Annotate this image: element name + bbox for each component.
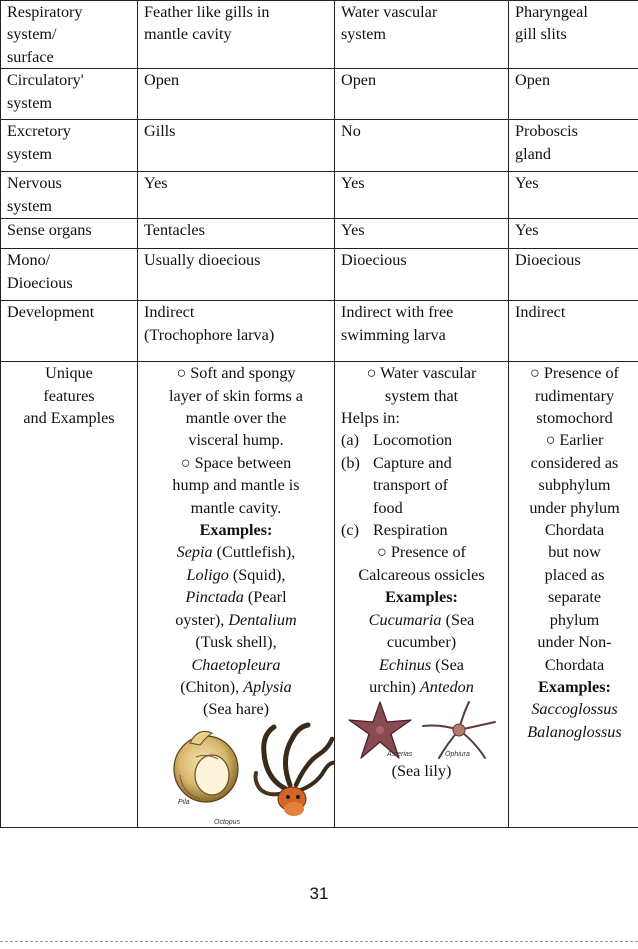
example-line [144,676,328,698]
cell-line: gill slits [515,25,567,44]
list-text: Locomotion [373,431,453,450]
example-line [341,654,502,676]
hemichordata-unique-features [509,362,638,828]
mollusca-excretory: Gills [138,120,335,172]
label-unique-features [1,362,138,828]
row-sexuality [1,249,638,301]
common-name: oyster), [175,610,229,629]
label-line: Dioecious [7,273,73,292]
text-line: ○ Space between [180,453,292,472]
examples-heading: Examples: [199,521,273,540]
row-nervous [1,172,638,219]
echinodermata-sexuality: Dioecious [335,249,509,301]
function-item [341,429,502,451]
common-name: (Sea [431,655,464,674]
mollusca-nervous: Yes [138,172,335,219]
text-line: under phylum [529,498,620,517]
label-line: surface [7,47,54,66]
common-name: urchin) [369,677,420,696]
hemichordata-respiratory [509,1,638,69]
text-line: system that [384,386,459,405]
row-sense-organs [1,219,638,249]
example-line [144,698,328,720]
text-line: ○ Presence of [530,364,619,383]
ophiura-label: Ophiura [445,751,470,759]
text-line: under Non- [537,633,612,652]
cell-line: Proboscis [515,122,578,141]
genus-name: Sepia [176,543,213,562]
cell-line: Indirect [144,303,195,322]
label-line: features [43,386,95,405]
page-bottom-rule [0,941,638,942]
text-line: mantle over the [185,409,287,428]
text-line: food [373,498,403,517]
example-line [144,541,328,563]
genus-name: Pinctada [185,588,244,607]
genus-name: Aplysia [243,677,292,696]
octopus-label: Octopus [214,818,241,826]
hemichordata-sense-organs: Yes [509,219,638,249]
examples-heading: Examples: [385,588,458,607]
genus-name: Cucumaria [368,610,442,629]
examples-heading: Examples: [538,677,611,696]
function-item [341,452,502,519]
hemichordata-nervous: Yes [509,172,638,219]
common-name: (Sea hare) [202,700,270,719]
text-line: stomochord [536,409,613,428]
common-name: (Cuttlefish), [212,543,296,562]
feature-point [515,362,634,429]
genus-name: Echinus [379,655,432,674]
echinodermata-nervous: Yes [335,172,509,219]
example-line: Balanoglossus [527,722,622,741]
example-line [341,676,502,698]
label-line: Mono/ [7,251,51,270]
example-line: Saccoglossus [531,700,618,719]
common-name: cucumber) [386,633,457,652]
cell-line: system [341,25,386,44]
common-name: (Pearl [243,588,287,607]
text-line: but now [548,543,601,562]
text-line: ○ Water vascular [366,364,477,383]
text-line: Capture and [373,453,452,472]
example-line [341,609,502,631]
cell-line: mantle cavity [144,25,232,44]
label-line: Circulatory' [7,71,84,90]
text-line: placed as [544,565,605,584]
genus-name: Dentalium [228,610,297,629]
cell-line: Pharyngeal [515,3,588,21]
text-line: hump and mantle is [172,476,300,495]
hemichordata-excretory [509,120,638,172]
mollusca-figure [144,723,328,827]
cell-line: gland [515,144,551,163]
cell-line: Water vascular [341,3,438,21]
list-marker: (c) [341,521,359,540]
mollusca-sexuality: Usually dioecious [138,249,335,301]
mollusca-development [138,301,335,362]
label-line: system [7,144,52,163]
label-development: Development [1,301,138,362]
echinodermata-unique-features [335,362,509,828]
text-line: Chordata [544,655,605,674]
label-line: Nervous [7,174,62,193]
example-line [341,631,502,653]
mollusca-circulatory: Open [138,69,335,120]
text-line: ○ Presence of [377,543,466,562]
label-excretory [1,120,138,172]
genus-name: Loligo [186,565,229,584]
hemichordata-development: Indirect [509,301,638,362]
feature-point [144,362,328,452]
label-respiratory [1,1,138,69]
label-circulatory [1,69,138,120]
label-sense-organs: Sense organs [1,219,138,249]
sea-lily-caption: (Sea lily) [391,762,452,781]
echinodermata-respiratory [335,1,509,69]
list-text: Respiration [373,521,448,540]
row-excretory [1,120,638,172]
asterias-label: Asterias [387,751,413,759]
page-number: 31 [309,884,329,903]
list-marker: (b) [341,453,360,472]
mollusca-unique-features [138,362,335,828]
cell-line: swimming larva [341,325,446,344]
text-line: Chordata [544,521,605,540]
example-line [144,631,328,653]
feature-point [515,429,634,675]
label-nervous [1,172,138,219]
example-line [144,586,328,608]
mollusca-sense-organs: Tentacles [138,219,335,249]
label-sexuality [1,249,138,301]
list-text [373,452,452,519]
text-line: Calcareous ossicles [358,565,485,584]
common-name: (Squid), [228,565,286,584]
row-development [1,301,638,362]
octopus-illustration [246,719,335,823]
label-line: Respiratory [7,3,83,21]
label-line: system/ [7,25,57,44]
text-line: phylum [549,610,600,629]
echinodermata-excretory: No [335,120,509,172]
example-line [144,564,328,586]
row-unique-features [1,362,638,828]
mollusca-respiratory [138,1,335,69]
genus-name: Chaetopleura [191,655,281,674]
list-marker: (a) [341,431,359,450]
label-line: Excretory [7,122,71,141]
echinodermata-development [335,301,509,362]
pila-label: Pila [178,798,190,806]
row-circulatory [1,69,638,120]
feature-point [144,452,328,519]
label-line: Unique [45,364,93,383]
text-line: subphylum [538,476,611,495]
label-line: system [7,93,52,112]
echinodermata-circulatory: Open [335,69,509,120]
text-line: separate [547,588,602,607]
example-line [144,654,328,676]
genus-name: Antedon [419,677,474,696]
pila-snail-illustration [166,723,246,805]
cell-line: Feather like gills in [144,3,270,21]
echinodermata-sense-organs: Yes [335,219,509,249]
text-line: layer of skin forms a [169,386,303,405]
row-respiratory [1,1,638,69]
text-line: mantle cavity. [190,498,282,517]
function-item [341,519,502,541]
text-line: rudimentary [534,386,615,405]
hemichordata-sexuality: Dioecious [509,249,638,301]
helps-in-label: Helps in: [341,409,400,428]
common-name: (Sea [441,610,475,629]
label-line: and Examples [23,409,115,428]
cell-line: (Trochophore larva) [144,325,275,344]
text-line: ○ Soft and spongy [176,364,296,383]
cell-line: Indirect with free [341,303,454,322]
hemichordata-circulatory: Open [509,69,638,120]
example-line [144,609,328,631]
echinodermata-figure [341,700,502,760]
text-line: transport of [373,476,449,495]
text-line: ○ Earlier [545,431,604,450]
text-line: visceral hump. [188,431,284,450]
common-name: (Chiton), [180,677,244,696]
text-line: considered as [530,453,619,472]
common-name: (Tusk shell), [195,633,277,652]
label-line: system [7,196,52,215]
